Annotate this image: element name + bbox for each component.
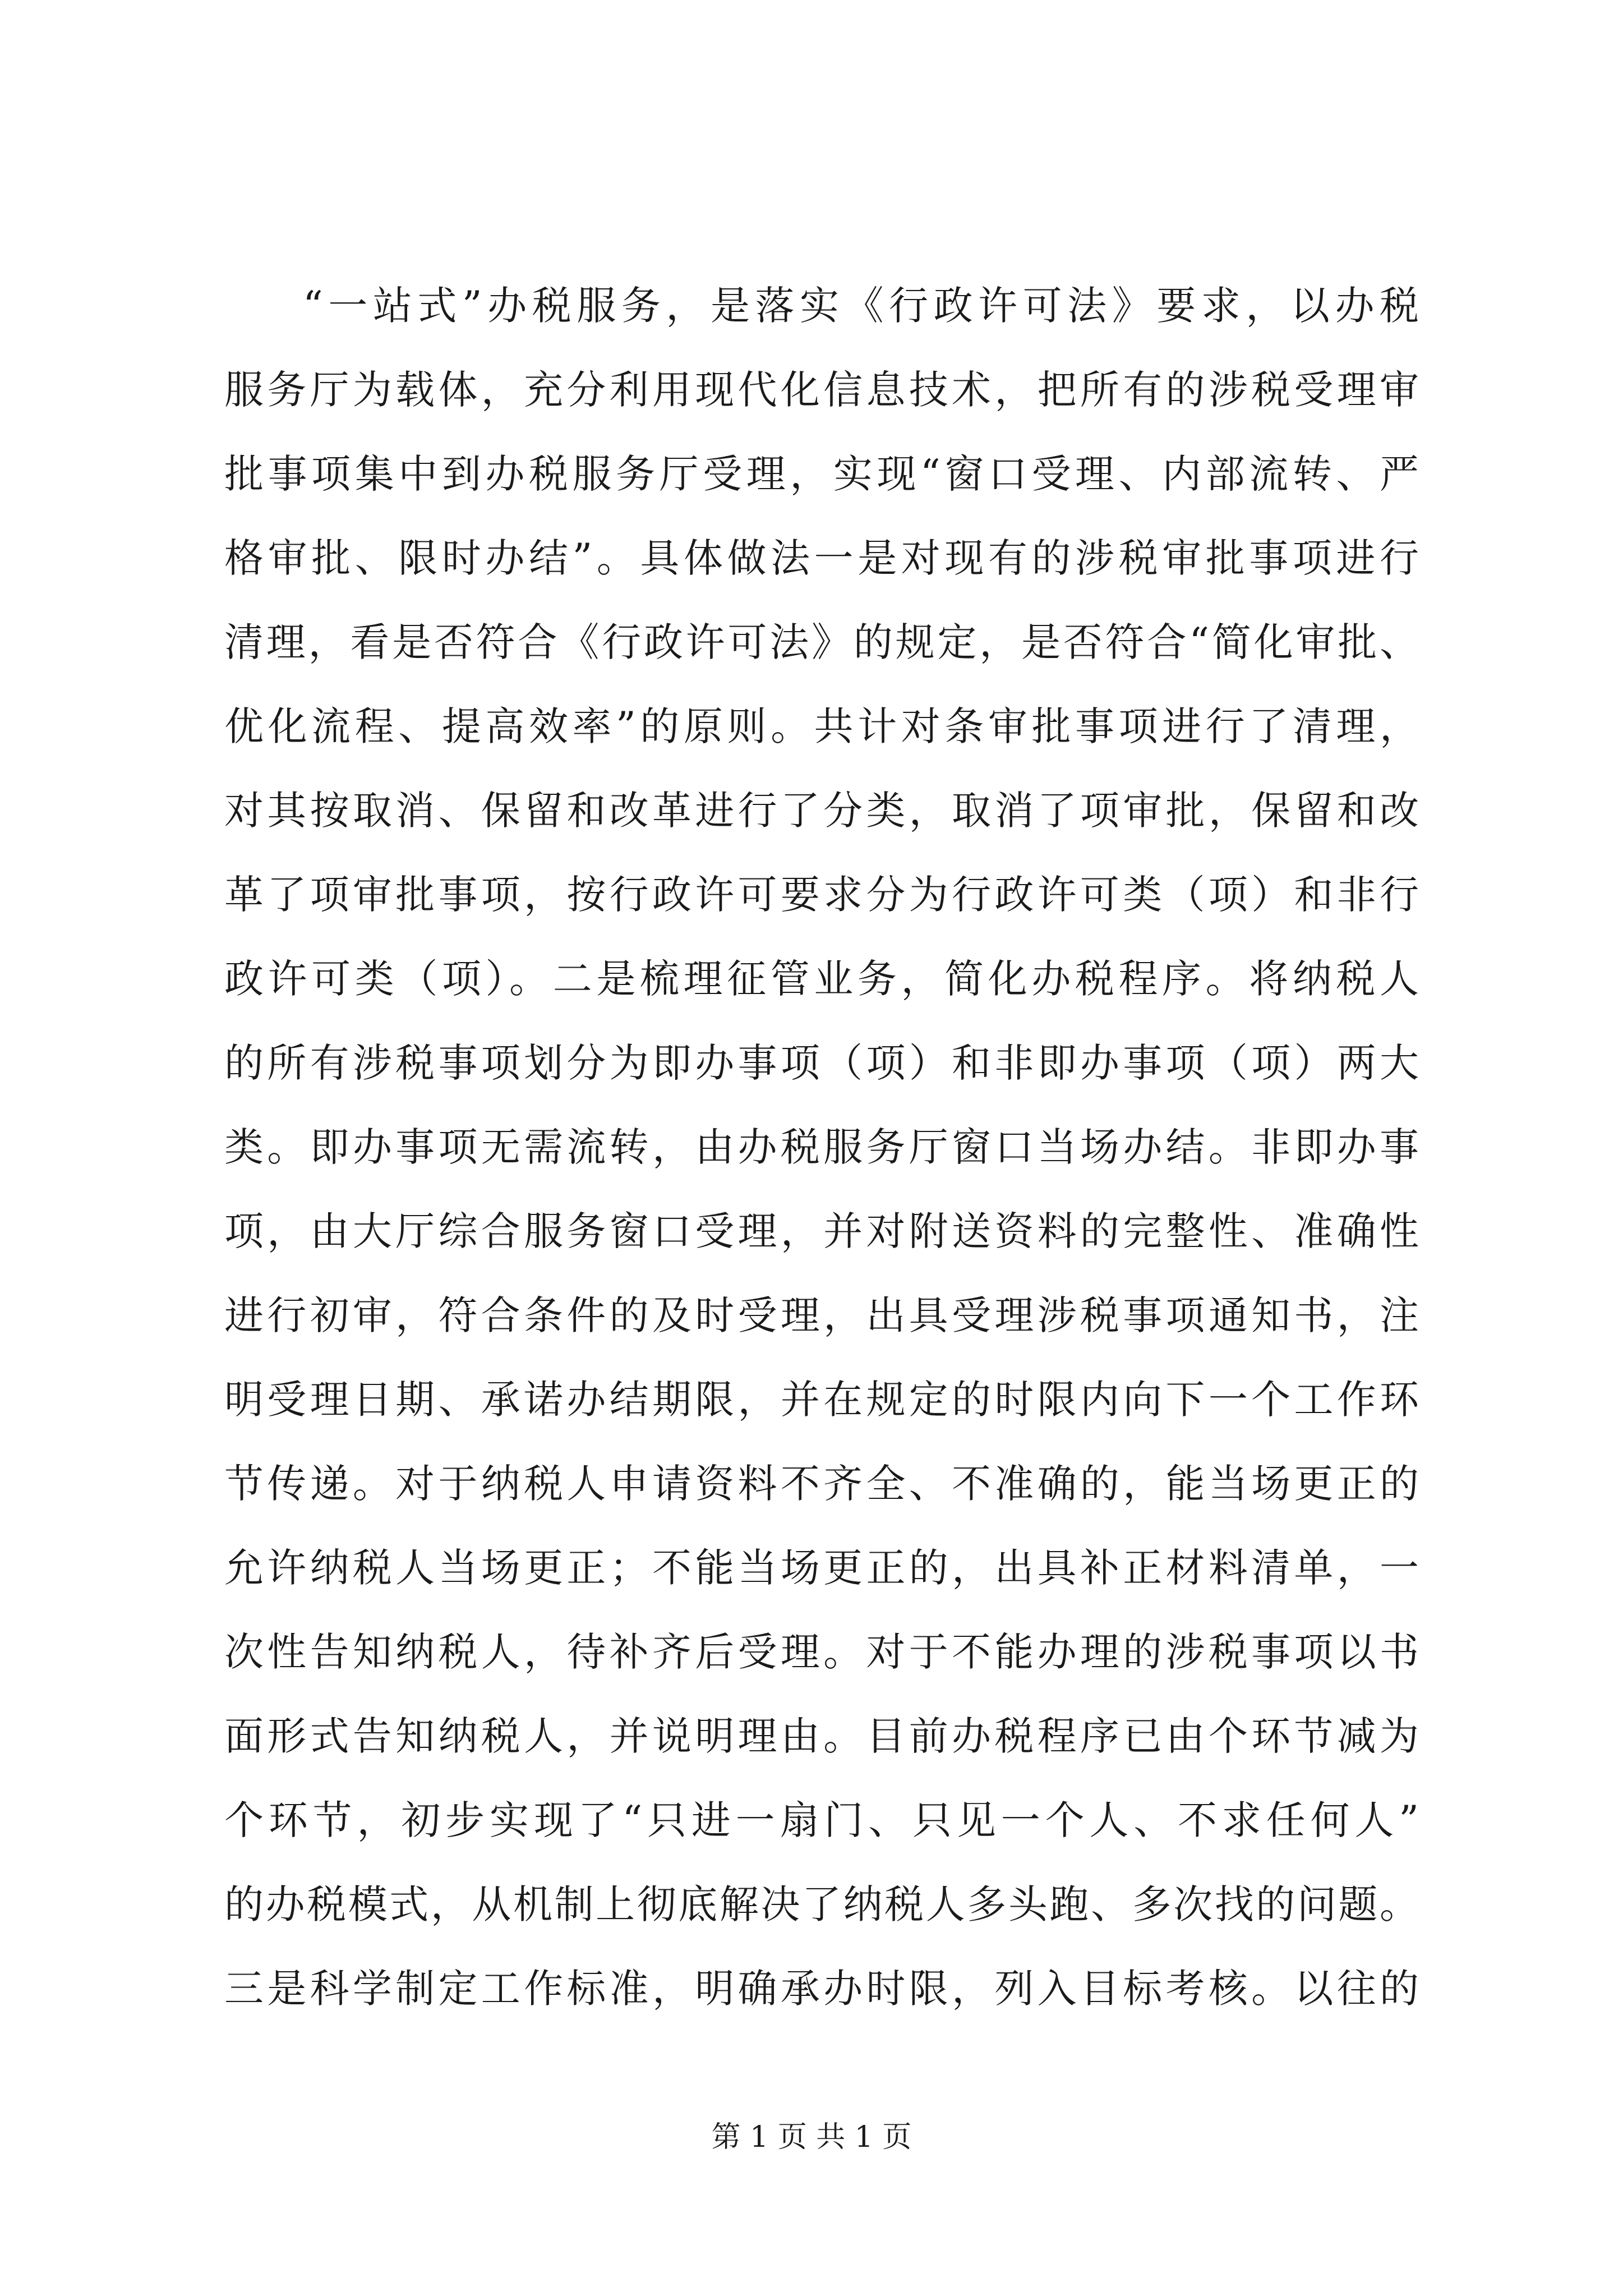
text-line: 个环节，初步实现了“只进一扇门、只见一个人、不求任何人” bbox=[224, 1797, 1419, 1843]
text-line: 清理，看是否符合《行政许可法》的规定，是否符合“简化审批、 bbox=[224, 619, 1419, 665]
text-line: 进行初审，符合条件的及时受理，出具受理涉税事项通知书，注 bbox=[224, 1292, 1419, 1338]
text-line: 格审批、限时办结”。具体做法一是对现有的涉税审批事项进行 bbox=[224, 535, 1419, 581]
body-paragraph bbox=[224, 264, 1419, 2031]
text-line: 允许纳税人当场更正；不能当场更正的，出具补正材料清单，一 bbox=[224, 1545, 1419, 1591]
page-number-label: 第 1 页 共 1 页 bbox=[711, 2120, 912, 2154]
text-line: 服务厅为载体，充分利用现代化信息技术，把所有的涉税受理审 bbox=[224, 367, 1419, 413]
text-line: “一站式”办税服务，是落实《行政许可法》要求，以办税 bbox=[303, 283, 1419, 329]
text-line: 批事项集中到办税服务厅受理，实现“窗口受理、内部流转、严 bbox=[224, 451, 1419, 497]
text-line: 对其按取消、保留和改革进行了分类，取消了项审批，保留和改 bbox=[224, 788, 1419, 834]
text-line: 面形式告知纳税人，并说明理由。目前办税程序已由个环节减为 bbox=[224, 1713, 1419, 1759]
text-line: 明受理日期、承诺办结期限，并在规定的时限内向下一个工作环 bbox=[224, 1377, 1419, 1423]
text-line: 政许可类（项）。二是梳理征管业务，简化办税程序。将纳税人 bbox=[224, 956, 1419, 1002]
text-line: 次性告知纳税人，待补齐后受理。对于不能办理的涉税事项以书 bbox=[224, 1629, 1419, 1675]
page-footer bbox=[0, 2118, 1623, 2157]
text-line: 优化流程、提高效率”的原则。共计对条审批事项进行了清理， bbox=[224, 703, 1419, 749]
text-line: 三是科学制定工作标准，明确承办时限，列入目标考核。以往的 bbox=[224, 1966, 1419, 2012]
text-line: 革了项审批事项，按行政许可要求分为行政许可类（项）和非行 bbox=[224, 872, 1419, 918]
text-line: 类。即办事项无需流转，由办税服务厅窗口当场办结。非即办事 bbox=[224, 1124, 1419, 1170]
text-line: 项，由大厅综合服务窗口受理，并对附送资料的完整性、准确性 bbox=[224, 1208, 1419, 1254]
text-line: 的所有涉税事项划分为即办事项（项）和非即办事项（项）两大 bbox=[224, 1040, 1419, 1086]
text-line: 的办税模式，从机制上彻底解决了纳税人多头跑、多次找的问题。 bbox=[224, 1881, 1419, 1927]
text-line: 节传递。对于纳税人申请资料不齐全、不准确的，能当场更正的 bbox=[224, 1461, 1419, 1507]
